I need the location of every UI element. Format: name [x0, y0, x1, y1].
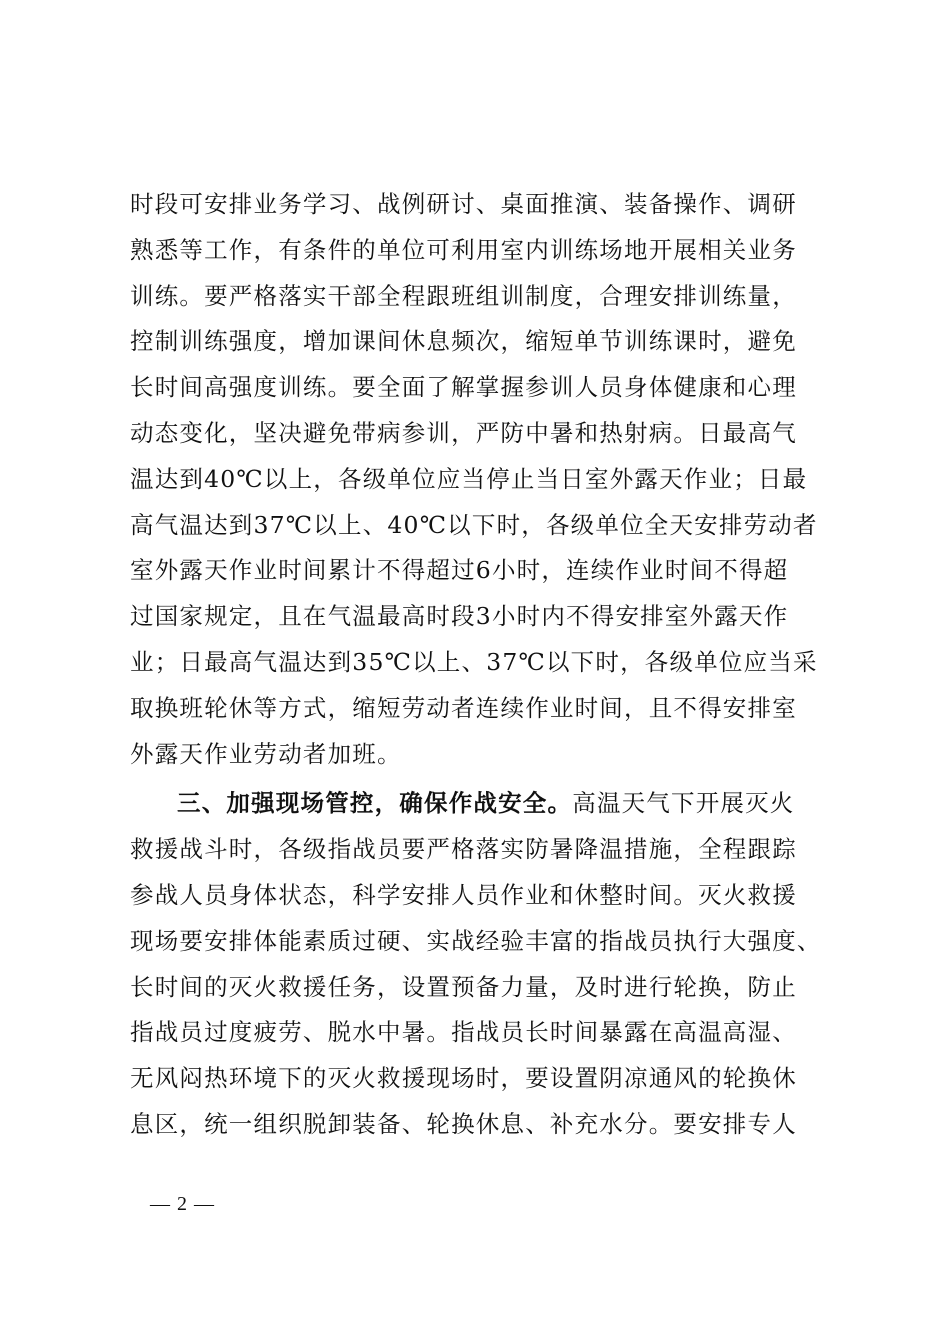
text-line: 温达到40℃以上，各级单位应当停止当日室外露天作业；日最	[130, 464, 808, 493]
text-line: 现场要安排体能素质过硬、实战经验丰富的指战员执行大强度、	[130, 926, 822, 955]
text-line: 无风闷热环境下的灭火救援现场时，要设置阴凉通风的轮换休	[130, 1064, 797, 1093]
text-line: 业；日最高气温达到35℃以上、37℃以下时，各级单位应当采	[130, 647, 818, 676]
paragraph-first-line	[130, 781, 850, 827]
text-line: 过国家规定，且在气温最高时段3小时内不得安排室外露天作	[130, 602, 789, 631]
text-line: 外露天作业劳动者加班。	[130, 739, 402, 768]
text-line: 控制训练强度，增加课间休息频次，缩短单节训练课时，避免	[130, 327, 797, 356]
text-line: 指战员过度疲劳、脱水中暑。指战员长时间暴露在高温高湿、	[130, 1018, 797, 1047]
text-line: 熟悉等工作，有条件的单位可利用室内训练场地开展相关业务	[130, 235, 797, 264]
text-line: 救援战斗时，各级指战员要严格落实防暑降温措施，全程跟踪	[130, 835, 797, 864]
text-line: 参战人员身体状态，科学安排人员作业和休整时间。灭火救援	[130, 880, 797, 909]
text-line: 时段可安排业务学习、战例研讨、桌面推演、装备操作、调研	[130, 190, 797, 218]
text-line: 长时间高强度训练。要全面了解掌握参训人员身体健康和心理	[130, 373, 797, 402]
text-line: 长时间的灭火救援任务，设置预备力量，及时进行轮换，防止	[130, 972, 797, 1001]
paragraph-1	[130, 182, 850, 777]
text-line: 高气温达到37℃以上、40℃以下时，各级单位全天安排劳动者	[130, 510, 818, 539]
section-heading: 三、加强现场管控，确保作战安全。	[177, 789, 573, 818]
text-line: 室外露天作业时间累计不得超过6小时，连续作业时间不得超	[130, 556, 789, 585]
text-line: 动态变化，坚决避免带病参训，严防中暑和热射病。日最高气	[130, 418, 797, 447]
text-line: 息区，统一组织脱卸装备、轮换休息、补充水分。要安排专人	[130, 1109, 797, 1138]
page-number: — 2 —	[150, 1193, 215, 1215]
text-run: 高温天气下开展灭火	[572, 789, 795, 818]
body-text	[130, 182, 850, 1148]
text-line: 训练。要严格落实干部全程跟班组训制度，合理安排训练量，	[130, 281, 797, 310]
paragraph-2	[130, 781, 850, 1147]
text-line: 取换班轮休等方式，缩短劳动者连续作业时间，且不得安排室	[130, 693, 797, 722]
